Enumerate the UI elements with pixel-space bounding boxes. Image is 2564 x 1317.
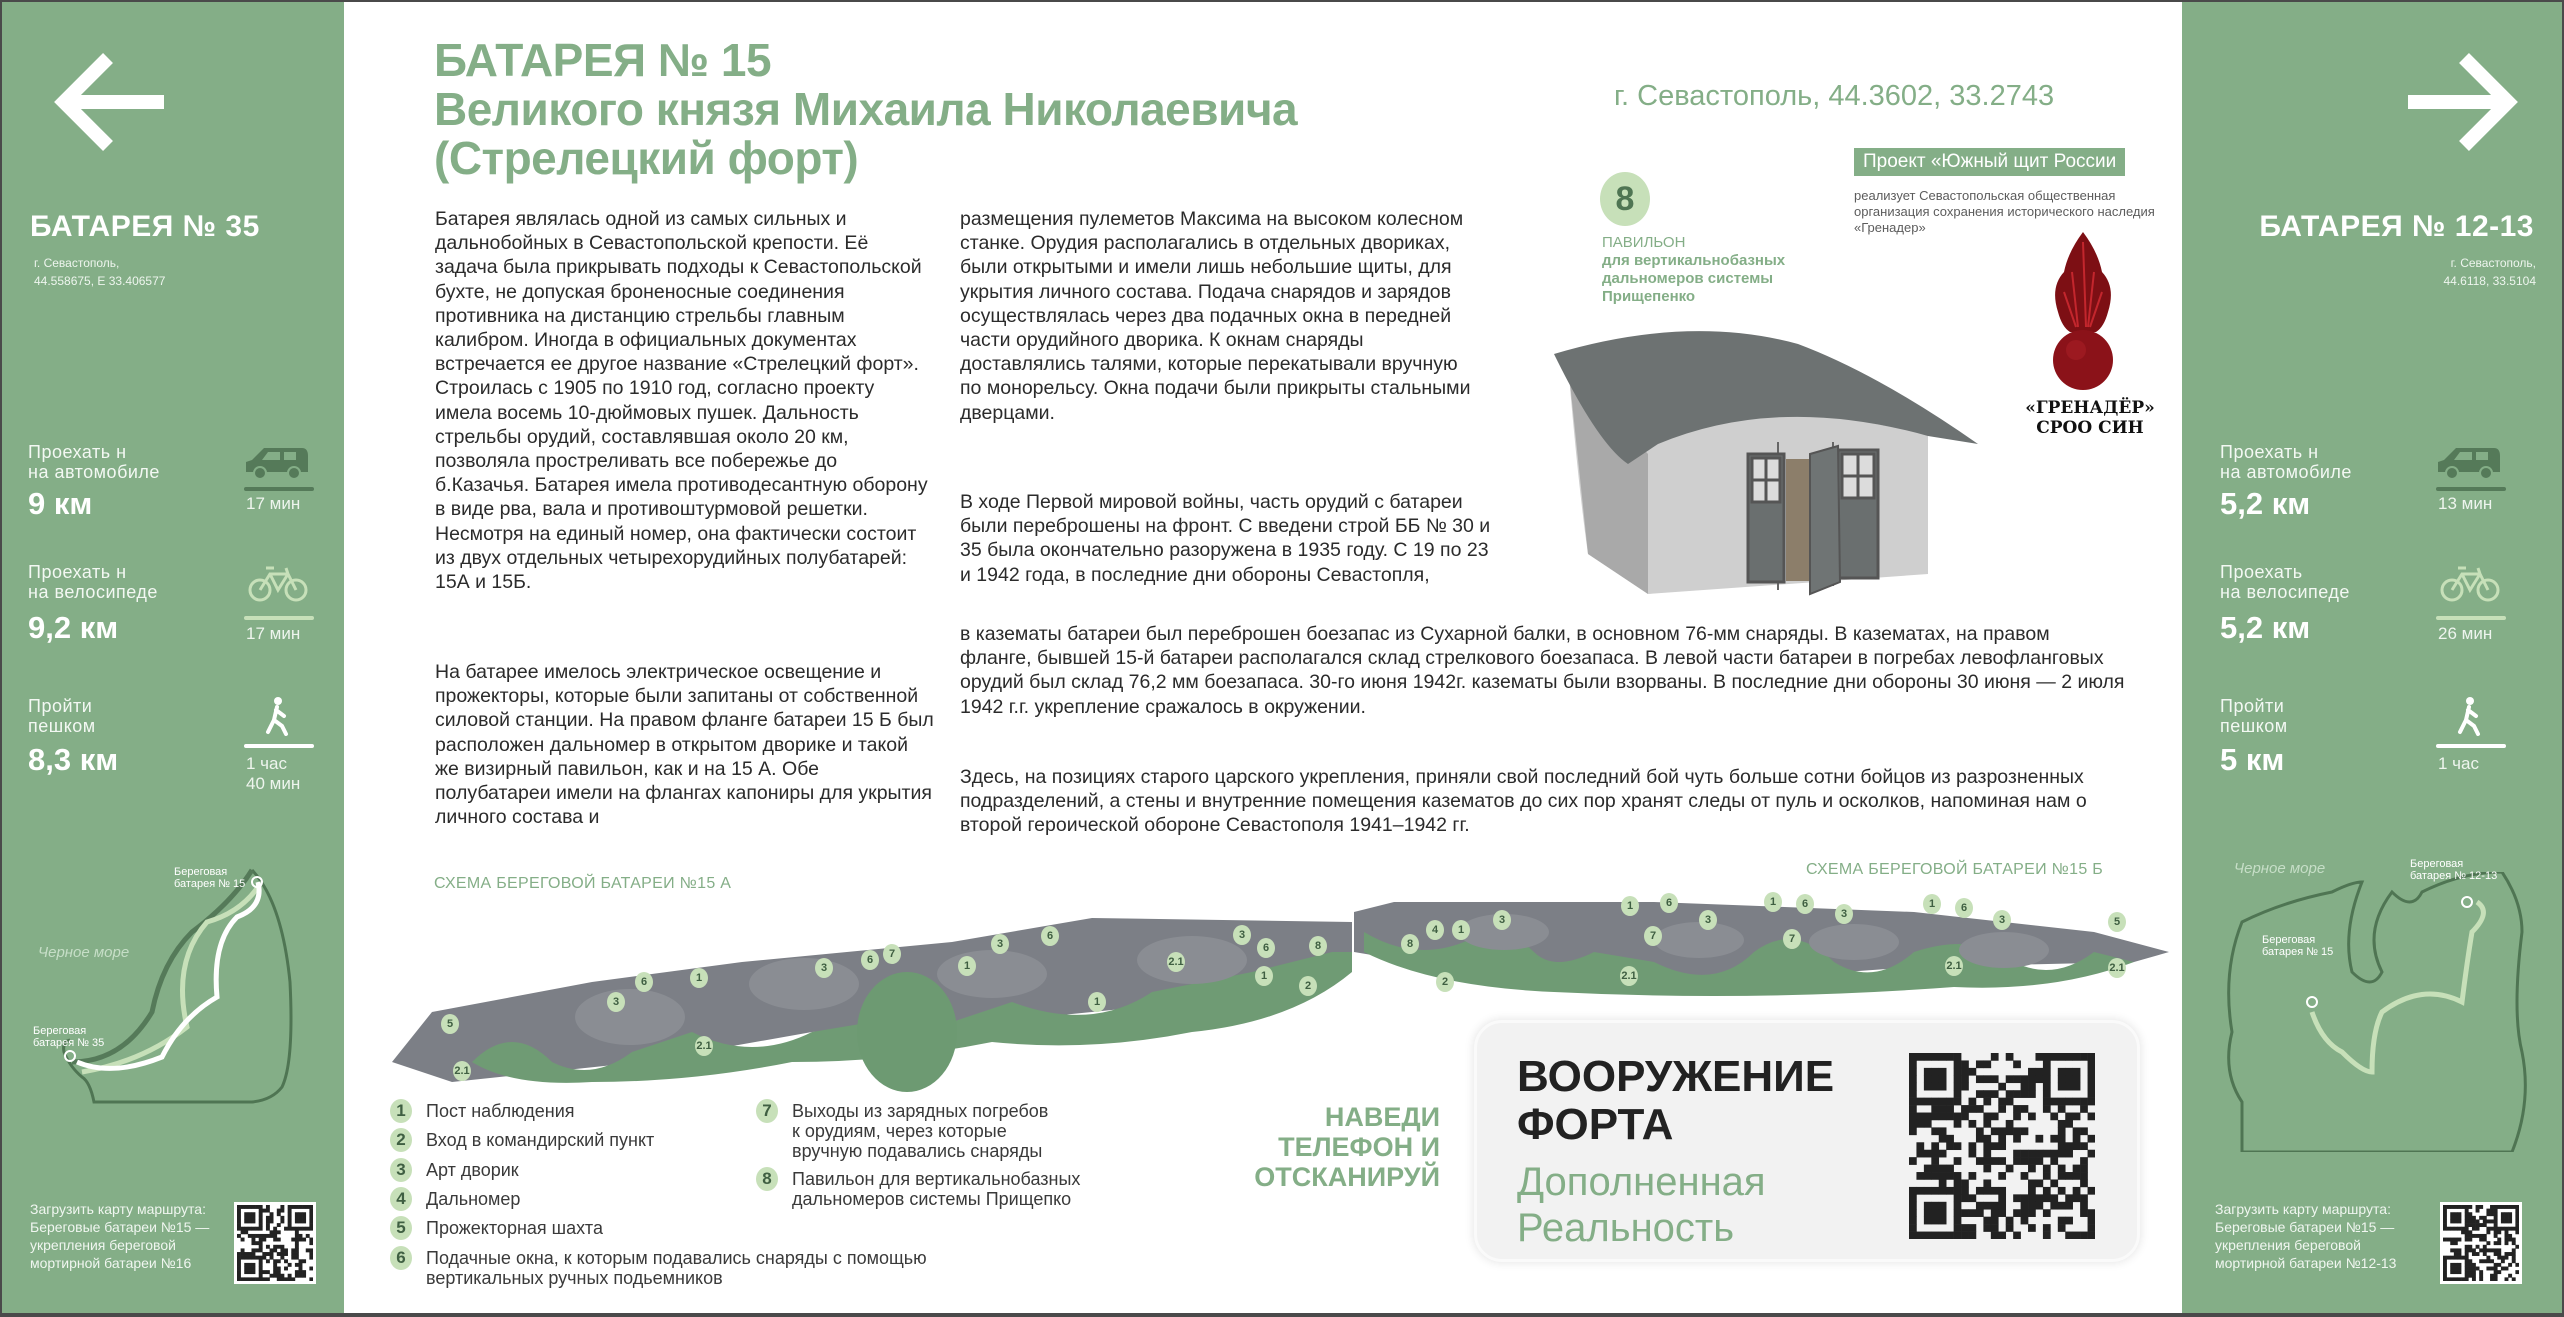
travel-car	[2220, 442, 2520, 552]
scheme-marker: 6	[861, 950, 879, 970]
history-text-4: В ходе Первой мировой войны, часть орудий с батареи были переброшены на фронт. С введени строй ББ № 30 и 35 была окончательно разоружена в 1935 году. С 19 по 23 и 1942 года, в последние дни обороны Севастопля,	[960, 491, 1491, 586]
neighbor-coords	[34, 254, 165, 290]
scheme-a-diagram	[392, 912, 1352, 1092]
travel-label: Пройти пешком	[2220, 696, 2288, 736]
ar-subtitle: Дополненная Реальность	[1517, 1160, 1766, 1250]
left-panel	[2, 2, 344, 1313]
download-route-text: Загрузить карту маршрута: Береговые батареи №15 — укрепления береговой мортирной батареи №16	[30, 1201, 210, 1271]
pavilion-number-badge: 8	[1600, 172, 1650, 226]
ar-title: ВООРУЖЕНИЕ ФОРТА	[1517, 1052, 1835, 1149]
divider	[2436, 487, 2506, 491]
travel-distance: 9,2 км	[28, 610, 119, 645]
divider	[2436, 744, 2506, 748]
travel-time: 1 час	[2438, 754, 2479, 773]
divider	[244, 744, 314, 748]
info-board	[2, 2, 2562, 1313]
scheme-b-diagram	[1354, 892, 2169, 1002]
scheme-marker: 6	[1955, 898, 1973, 918]
map-point-label: Береговая батарея № 15	[2262, 934, 2334, 958]
travel-bike	[2220, 562, 2520, 672]
travel-time: 17 мин	[246, 624, 301, 643]
qr-code-icon	[237, 1205, 313, 1281]
scheme-marker: 8	[1401, 934, 1419, 954]
scheme-marker: 2.1	[2108, 958, 2126, 978]
scheme-marker: 2.1	[1620, 966, 1638, 986]
travel-time: 13 мин	[2438, 494, 2493, 513]
bicycle-icon	[2434, 562, 2506, 602]
bicycle-icon	[242, 562, 314, 602]
scheme-marker: 1	[690, 968, 708, 988]
ar-qr-code-icon[interactable]	[1909, 1053, 2095, 1239]
scheme-marker: 6	[1660, 893, 1678, 913]
travel-walk	[2220, 696, 2520, 806]
history-text-5: в казематы батареи был переброшен боезапас из Сухарной балки, в основном 76-мм снаряды. В казематах, на правом фланге, бывшей 15-й батареи располагался склад стрелкового боезапаса. В левой части батареи в погребах левофланговых орудий был склад 76,2 мм боезапаса. 30-го июня 1942г. казематы были взорваны. В последние дни обороны 30 июня — 2 июля 1942 г.г. укрепление сражалось в окружении.	[960, 623, 2125, 718]
pin-icon	[2307, 997, 2317, 1007]
travel-label: Пройти пешком	[28, 696, 96, 736]
coords-line: г. Севастополь,	[34, 256, 120, 270]
travel-car	[28, 442, 328, 552]
scheme-a-label: СХЕМА БЕРЕГОВОЙ БАТАРЕИ №15 А	[434, 875, 732, 892]
qr-code-icon	[2443, 1205, 2519, 1281]
divider	[244, 487, 314, 491]
scheme-marker: 1	[1923, 894, 1941, 914]
map-point-label: Береговая батарея № 15	[174, 866, 246, 890]
scheme-marker: 3	[1699, 910, 1717, 930]
location-coords: г. Севастополь, 44.3602, 33.2743	[1614, 80, 2055, 112]
travel-time: 1 час 40 мин	[246, 754, 301, 793]
scheme-marker: 2	[1436, 972, 1454, 992]
scheme-marker: 3	[1233, 925, 1251, 945]
grenadier-logo-label: «ГРЕНАДЁР» СРОО СИН	[2025, 398, 2155, 438]
scheme-marker: 2.1	[1945, 956, 1963, 976]
map-point-label: Береговая батарея № 12-13	[2410, 858, 2498, 882]
scheme-marker: 3	[815, 958, 833, 978]
scheme-marker: 3	[1993, 910, 2011, 930]
travel-bike	[28, 562, 328, 672]
grenadier-logo-icon	[2038, 232, 2128, 392]
history-text-6: Здесь, на позициях старого царского укрепления, приняли свой последний бой чуть больше сотни бойцов из разрозненных подразделений, а стены и внутренние помещения казематов до сих пор хранят следы от пуль и осколков, напоминая нам о второй героической обороне Севастополя 1941–1942 гг.	[960, 766, 2087, 837]
scheme-marker: 3	[607, 992, 625, 1012]
sea-label: Черное море	[2234, 860, 2326, 877]
ar-card[interactable]	[1474, 1020, 2140, 1262]
travel-label: Проехать н на автомобиле	[2220, 442, 2352, 482]
route-qr-code[interactable]	[234, 1202, 316, 1284]
scheme-marker: 8	[1309, 936, 1327, 956]
walking-icon	[2434, 696, 2506, 736]
arrow-right-icon[interactable]	[2396, 40, 2526, 170]
neighbor-title: БАТАРЕЯ № 12-13	[2259, 210, 2534, 243]
scheme-marker: 7	[1644, 926, 1662, 946]
car-icon	[2434, 442, 2506, 482]
walking-icon	[242, 696, 314, 736]
scheme-marker: 6	[635, 972, 653, 992]
travel-label: Проехать на велосипеде	[2220, 562, 2350, 602]
scheme-marker: 1	[1764, 892, 1782, 912]
scheme-marker: 2.1	[695, 1036, 713, 1056]
download-route-text: Загрузить карту маршрута: Береговые батареи №15 — укрепления береговой мортирной батареи №12-13	[2215, 1201, 2397, 1271]
pavilion-illustration	[1548, 324, 1988, 602]
route-map	[2222, 872, 2532, 1152]
scheme-marker: 2.1	[453, 1061, 471, 1081]
scheme-marker: 6	[1796, 894, 1814, 914]
sea-label: Черное море	[38, 944, 130, 961]
scheme-marker: 3	[1493, 910, 1511, 930]
travel-walk	[28, 696, 328, 806]
travel-distance: 5 км	[2220, 742, 2285, 777]
travel-distance: 9 км	[28, 486, 93, 521]
coords-line: 44.558675, E 33.406577	[34, 274, 166, 288]
page-title	[434, 36, 1297, 183]
route-map	[32, 862, 312, 1132]
scheme-marker: 6	[1041, 926, 1059, 946]
travel-time: 17 мин	[246, 494, 301, 513]
route-qr-code[interactable]	[2440, 1202, 2522, 1284]
travel-distance: 5,2 км	[2220, 610, 2311, 645]
history-text-3: размещения пулеметов Максима на высоком колесном станке. Орудия располагались в отдельных двориках, были открытыми и имели лишь небольшие щиты, для укрытия личного состава. Подача снарядов и зарядов осуществлялась через два подачных окна в передней части орудийного дворика. К окнам снаряды доставлялись талями, которые перекатывали вручную по монорельсу. Окна подачи были прикрыты стальными дверцами.	[960, 208, 1471, 424]
scheme-b-label: СХЕМА БЕРЕГОВОЙ БАТАРЕИ №15 Б	[1806, 861, 2104, 878]
map-point-label: Береговая батарея № 35	[33, 1025, 105, 1049]
travel-label: Проехать н на велосипеде	[28, 562, 158, 602]
scan-instruction: НАВЕДИ ТЕЛЕФОН И ОТСКАНИРУЙ	[1254, 1102, 1440, 1192]
coords-line: 44.6118, 33.5104	[2443, 274, 2536, 288]
travel-time: 26 мин	[2438, 624, 2493, 643]
scheme-marker: 1	[1255, 966, 1273, 986]
car-icon	[242, 442, 314, 482]
scheme-marker: 5	[2108, 912, 2126, 932]
scheme-marker: 4	[1426, 920, 1444, 940]
right-panel	[2182, 2, 2562, 1313]
scheme-marker: 3	[991, 934, 1009, 954]
scheme-marker: 1	[1452, 920, 1470, 940]
scheme-marker: 7	[883, 944, 901, 964]
scheme-marker: 1	[958, 956, 976, 976]
neighbor-coords	[2443, 254, 2536, 290]
travel-distance: 8,3 км	[28, 742, 119, 777]
project-badge: Проект «Южный щит России	[1854, 148, 2125, 176]
neighbor-title: БАТАРЕЯ № 35	[30, 210, 260, 243]
coords-line: г. Севастополь,	[2450, 256, 2536, 270]
scheme-marker: 7	[1783, 929, 1801, 949]
title-line: (Стрелецкий форт)	[434, 132, 859, 184]
route-main	[2312, 902, 2483, 1072]
title-line: БАТАРЕЯ № 15	[434, 34, 772, 86]
history-text-2: На батарее имелось электрическое освещение и прожекторы, которые были запитаны от собственной силовой станции. На правом фланге батареи 15 Б был расположен дальномер в открытом дворике и такой же визирный павильон, как и на 15 А. Обе полубатареи имели на флангах капониры для укрытия личного состава и	[435, 661, 934, 829]
history-text-1: Батарея являлась одной из самых сильных и дальнобойных в Севастопольской крепости. Её задача была прикрывать подходы к Севастопольской бухте, не допуская броненосные соединения противника на дистанцию стрельбы главным калибром. Иногда в официальных документах встречается ее другое название «Стрелецкий форт». Строилась с 1905 по 1910 год, согласно проекту имела восемь 10-дюймовых пушек. Дальность стрельбы орудий, составлявшая около 20 км, позволяла простреливать все побережье до б.Казачья. Батарея имела противодесантную оборону в виде рва, вала и противоштурмовой решетки. Несмотря на единый номер, она фактически состоит из двух отдельных четырехорудийных полубатарей: 15А и 15Б.	[435, 208, 928, 594]
scheme-marker: 1	[1088, 992, 1106, 1012]
scheme-marker: 1	[1621, 896, 1639, 916]
pin-icon	[2462, 897, 2472, 907]
scheme-marker: 2	[1299, 976, 1317, 996]
pavilion-title: ПАВИЛЬОН для вертикальнобазных дальномеров системы Прищепенко	[1602, 234, 1786, 305]
travel-distance: 5,2 км	[2220, 486, 2311, 521]
divider	[2436, 616, 2506, 620]
travel-label: Проехать н на автомобиле	[28, 442, 160, 482]
divider	[244, 616, 314, 620]
title-line: Великого князя Михаила Николаевича	[434, 83, 1298, 135]
scheme-marker: 2.1	[1167, 952, 1185, 972]
project-description: реализует Севастопольская общественная организация сохранения исторического наследия «Гренадер»	[1854, 188, 2155, 235]
scheme-marker: 6	[1257, 938, 1275, 958]
scheme-marker: 3	[1835, 904, 1853, 924]
scheme-marker: 5	[441, 1014, 459, 1034]
arrow-left-icon[interactable]	[46, 40, 176, 170]
legend: 1 Пост наблюдения 2 Вход в командирский пункт 3 Арт дворик 4 Дальномер 5 Прожекторная шахта 6 Подачные окна, к которым подавались снаряды с помощью вертикальных ручных подьемников 7 Выходы из зарядных погребов к орудиям, через которые вручную подавались снаряды 8 Павильон для вертикальнобазных дальномеров системы Прищепко	[390, 1099, 1150, 1299]
